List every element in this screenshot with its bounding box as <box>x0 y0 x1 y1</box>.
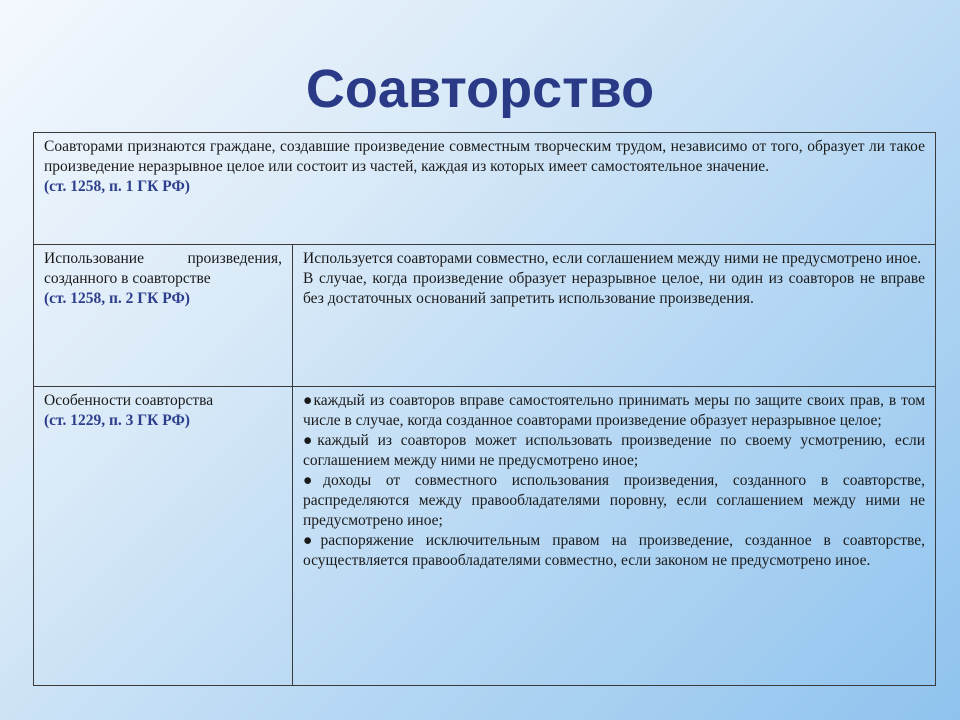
table-row <box>34 387 936 686</box>
bullet-item: ●каждый из соавторов может использовать произведение по своему усмотрению, если соглашением между ними не предусмотрено иное; <box>303 432 925 469</box>
row-reference: (ст. 1258, п. 2 ГК РФ) <box>44 290 190 307</box>
content-paragraph: В случае, когда произведение образует неразрывное целое, ни один из соавторов не вправе без достаточных оснований запретить использование произведения. <box>303 270 925 307</box>
row-label-cell <box>34 245 293 387</box>
bullet-item: ●каждый из соавторов вправе самостоятельно принимать меры по защите своих прав, в том числе в случае, когда созданное соавторами произведение образует неразрывное целое; <box>303 392 925 429</box>
bullet-item: ●распоряжение исключительным правом на произведение, созданное в соавторстве, осуществляется правообладателями совместно, если законом не предусмотрено иное. <box>303 532 925 569</box>
intro-text: Соавторами признаются граждане, создавшие произведение совместным творческим трудом, независимо от того, образует ли такое произведение неразрывное целое или состоит из частей, каждая из которых имеет самостоятельное значение. <box>44 138 925 175</box>
slide-title: Соавторство <box>305 59 655 119</box>
content-table <box>33 132 936 686</box>
content-paragraph: Используется соавторами совместно, если соглашением между ними не предусмотрено иное. <box>303 250 922 267</box>
row-label: Особенности соавторства <box>44 392 214 409</box>
row-label-cell <box>34 387 293 686</box>
bullet-item: ●доходы от совместного использования произведения, созданного в соавторстве, распределяются между правообладателями поровну, если соглашением между ними не предусмотрено иное; <box>303 472 925 529</box>
row-content-cell <box>293 245 936 387</box>
table-row <box>34 245 936 387</box>
intro-cell <box>34 133 936 245</box>
row-reference: (ст. 1229, п. 3 ГК РФ) <box>44 412 190 429</box>
intro-row <box>34 133 936 245</box>
row-content-cell <box>293 387 936 686</box>
row-label: Использование произведения, созданного в соавторстве <box>44 250 282 287</box>
intro-reference: (ст. 1258, п. 1 ГК РФ) <box>44 178 190 195</box>
